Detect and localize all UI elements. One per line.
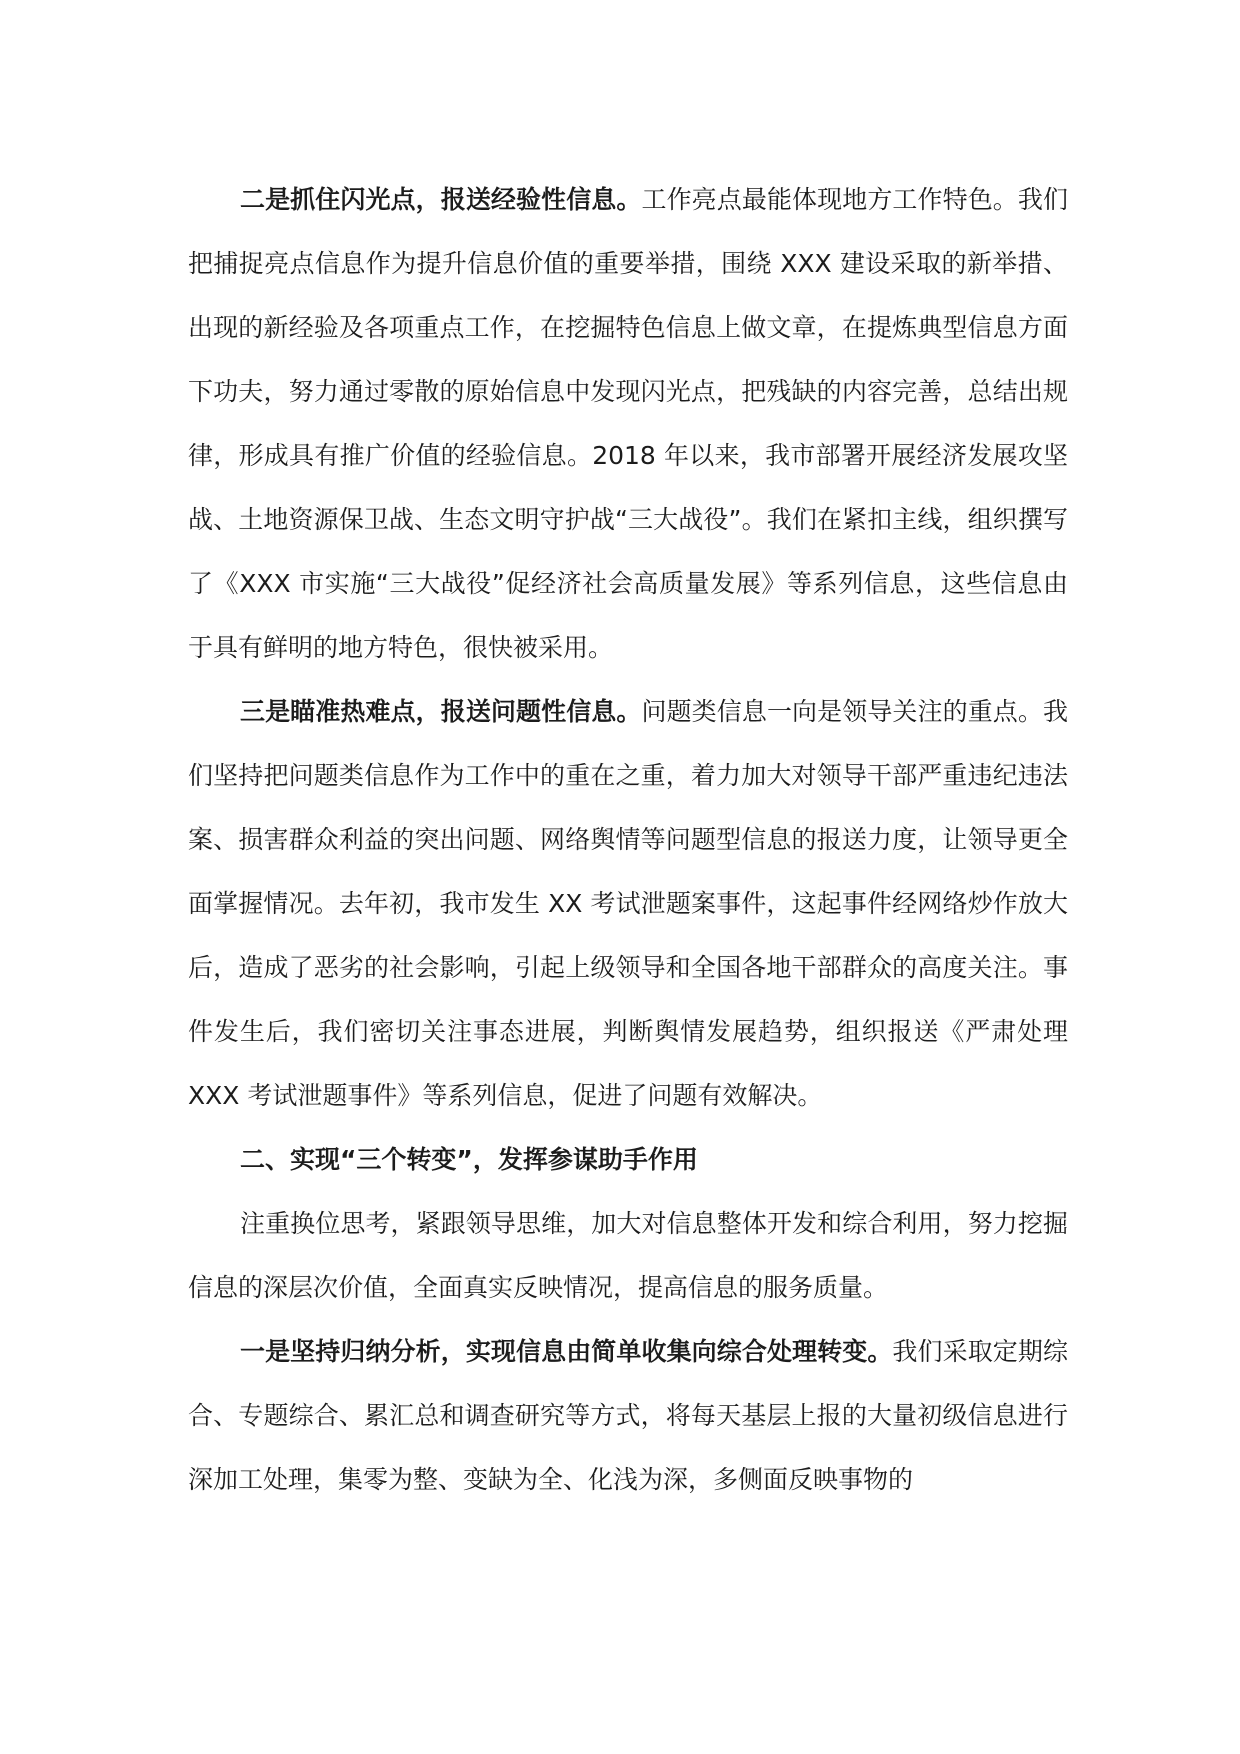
- paragraph-problem-info: [188, 680, 1068, 1128]
- paragraph-lead: 一是坚持归纳分析，实现信息由简单收集向综合处理转变。: [240, 1337, 893, 1366]
- paragraph-comprehensive-analysis: [188, 1320, 1068, 1512]
- section-intro: 注重换位思考，紧跟领导思维，加大对信息整体开发和综合利用，努力挖掘信息的深层次价值，全面真实反映情况，提高信息的服务质量。: [188, 1209, 1068, 1302]
- paragraph-body: 工作亮点最能体现地方工作特色。我们把捕捉亮点信息作为提升信息价值的重要举措，围绕 XXX 建设采取的新举措、出现的新经验及各项重点工作，在挖掘特色信息上做文章，在提炼典型信息方面下功夫，努力通过零散的原始信息中发现闪光点，把残缺的内容完善，总结出规律，形成具有推广价值的经验信息。2018 年以来，我市部署开展经济发展攻坚战、土地资源保卫战、生态文明守护战“三大战役”。我们在紧扣主线，组织撰写了《XXX 市实施“三大战役”促经济社会高质量发展》等系列信息，这些信息由于具有鲜明的地方特色，很快被采用。: [188, 185, 1068, 662]
- section-heading: 二、实现“三个转变”，发挥参谋助手作用: [240, 1145, 698, 1174]
- document-body: [188, 168, 1068, 1512]
- paragraph-body: 我们采取定期综合、专题综合、累汇总和调查研究等方式，将每天基层上报的大量初级信息进行深加工处理，集零为整、变缺为全、化浅为深，多侧面反映事物的: [188, 1337, 1068, 1494]
- paragraph-body: 问题类信息一向是领导关注的重点。我们坚持把问题类信息作为工作中的重在之重，着力加大对领导干部严重违纪违法案、损害群众利益的突出问题、网络舆情等问题型信息的报送力度，让领导更全面掌握情况。去年初，我市发生 XX 考试泄题案事件，这起事件经网络炒作放大后，造成了恶劣的社会影响，引起上级领导和全国各地干部群众的高度关注。事件发生后，我们密切关注事态进展，判断舆情发展趋势，组织报送《严肃处理 XXX 考试泄题事件》等系列信息，促进了问题有效解决。: [188, 697, 1068, 1110]
- paragraph-lead: 三是瞄准热难点，报送问题性信息。: [240, 697, 642, 726]
- paragraph-lead: 二是抓住闪光点，报送经验性信息。: [240, 185, 642, 214]
- paragraph-experience-info: [188, 168, 1068, 680]
